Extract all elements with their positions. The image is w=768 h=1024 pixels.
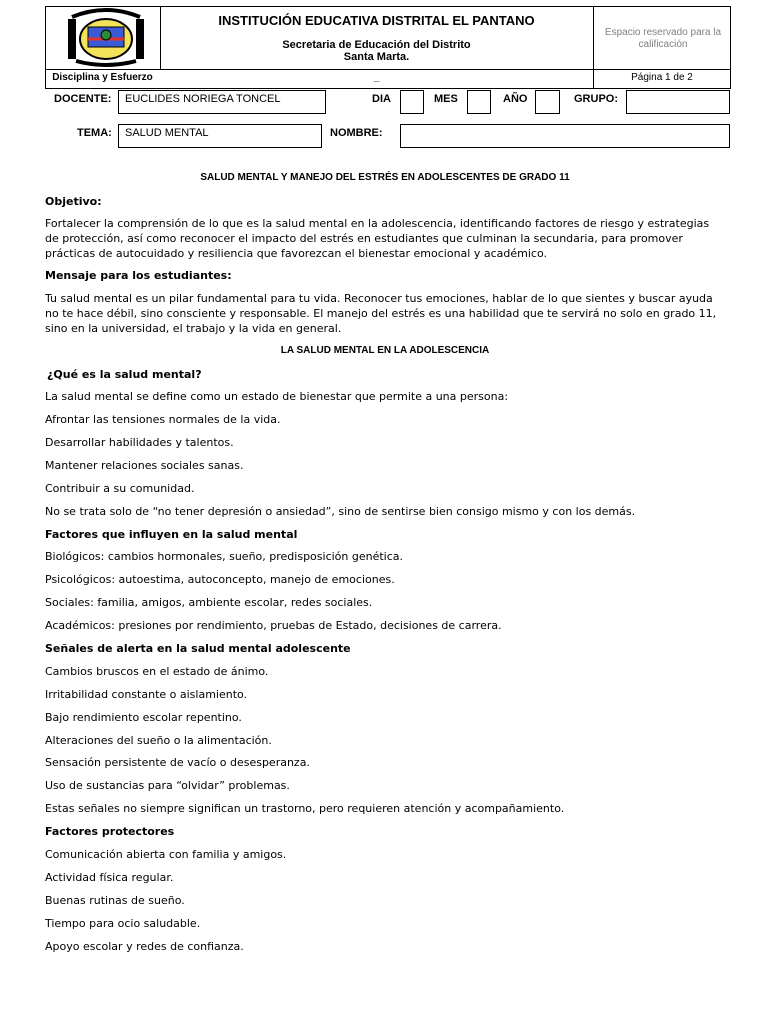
school-motto: Disciplina y Esfuerzo: [52, 72, 153, 83]
dia-field[interactable]: [400, 90, 424, 114]
list-item-text: Psicológicos: autoestima, autoconcepto, manejo de emociones.: [45, 573, 395, 586]
que-es-heading: [47, 367, 727, 382]
mensaje-heading: [45, 268, 725, 283]
list-item: [45, 458, 725, 473]
list-item-text: Afrontar las tensiones normales de la vida.: [45, 413, 281, 426]
objetivo-section: [45, 216, 725, 261]
list-item-text: Sensación persistente de vacío o desesperanza.: [45, 756, 310, 769]
grupo-label: GRUPO:: [574, 93, 618, 105]
institution-name: INSTITUCIÓN EDUCATIVA DISTRITAL EL PANTANO: [218, 13, 535, 28]
que-es-intro: [45, 389, 725, 404]
list-item-text: Mantener relaciones sociales sanas.: [45, 459, 244, 472]
protectores-heading-text: Factores protectores: [45, 825, 175, 838]
factores-heading-text: Factores que influyen en la salud mental: [45, 528, 298, 541]
ano-field[interactable]: [535, 90, 560, 114]
list-item-text: Contribuir a su comunidad.: [45, 482, 195, 495]
list-item-text: Uso de sustancias para “olvidar” problemas.: [45, 779, 290, 792]
nombre-label: NOMBRE:: [330, 127, 383, 139]
dia-label: DIA: [372, 93, 391, 105]
docente-field[interactable]: EUCLIDES NORIEGA TONCEL: [118, 90, 326, 114]
ano-label: AÑO: [503, 93, 528, 105]
list-item-text: Actividad física regular.: [45, 871, 174, 884]
senales-heading: [45, 641, 725, 656]
docente-label: DOCENTE:: [54, 93, 112, 105]
list-item: [45, 572, 725, 587]
factores-heading: [45, 527, 725, 542]
header-divider: [45, 69, 731, 70]
que-es-note: [45, 504, 725, 519]
list-item: [45, 618, 725, 633]
list-item-text: Comunicación abierta con familia y amigos.: [45, 848, 287, 861]
protectores-heading: [45, 824, 725, 839]
mensaje-section: [45, 291, 725, 336]
list-item: [45, 847, 725, 862]
list-item: [45, 778, 725, 793]
section-title: LA SALUD MENTAL EN LA ADOLESCENCIA: [280, 345, 490, 356]
list-item: [45, 595, 725, 610]
list-item: [45, 733, 725, 748]
list-item-text: Biológicos: cambios hormonales, sueño, predisposición genética.: [45, 550, 404, 563]
main-title: SALUD MENTAL Y MANEJO DEL ESTRÉS EN ADOLESCENTES DE GRADO 11: [200, 172, 570, 183]
list-item: [45, 664, 725, 679]
secretaria-line2: Santa Marta.: [343, 51, 410, 63]
que-es-intro-text: La salud mental se define como un estado de bienestar que permite a una persona:: [45, 390, 509, 403]
secretaria-line1: Secretaria de Educación del Distrito: [282, 39, 471, 51]
objetivo-heading-text: Objetivo:: [45, 195, 102, 208]
list-item-text: Cambios bruscos en el estado de ánimo.: [45, 665, 269, 678]
list-item: [45, 481, 725, 496]
list-item-text: Buenas rutinas de sueño.: [45, 894, 185, 907]
grade-reserved-label: Espacio reservado para la calificación: [604, 27, 722, 50]
mensaje-text: Tu salud mental es un pilar fundamental para tu vida. Reconocer tus emociones, hablar de lo que sientes y buscar ayuda no te hace débil, sino consciente y responsable. El manejo del estrés es una habilidad que te servirá no solo en grado 11, sino en la universidad, el trabajo y la vida en general.: [45, 292, 717, 335]
tema-field[interactable]: SALUD MENTAL: [118, 124, 322, 148]
list-item: [45, 710, 725, 725]
list-item: [45, 870, 725, 885]
list-item: [45, 916, 725, 931]
list-item: [45, 801, 725, 816]
objetivo-heading: [45, 194, 725, 209]
mes-label: MES: [434, 93, 458, 105]
list-item: [45, 893, 725, 908]
list-item-text: Bajo rendimiento escolar repentino.: [45, 711, 242, 724]
page-number: Página 1 de 2: [631, 72, 693, 83]
list-item-text: Desarrollar habilidades y talentos.: [45, 436, 234, 449]
list-item-text: Alteraciones del sueño o la alimentación.: [45, 734, 272, 747]
list-item: [45, 549, 725, 564]
que-es-note-text: No se trata solo de “no tener depresión o ansiedad”, sino de sentirse bien consigo mismo y con los demás.: [45, 505, 636, 518]
objetivo-text: Fortalecer la comprensión de lo que es la salud mental en la adolescencia, identificando factores de riesgo y estrategias de protección, así como reconocer el impacto del estrés en estudiantes que culminan la secundaria, para promover prácticas de autocuidado y resiliencia que favorezcan el bienestar emocional y académico.: [45, 217, 710, 260]
senales-heading-text: Señales de alerta en la salud mental adolescente: [45, 642, 351, 655]
list-item: [45, 687, 725, 702]
tema-label: TEMA:: [77, 127, 112, 139]
mensaje-heading-text: Mensaje para los estudiantes:: [45, 269, 232, 282]
school-logo: [62, 7, 150, 67]
grupo-field[interactable]: [626, 90, 730, 114]
que-es-heading-text: ¿Qué es la salud mental?: [47, 368, 202, 381]
nombre-field[interactable]: [400, 124, 730, 148]
list-item-text: Académicos: presiones por rendimiento, pruebas de Estado, decisiones de carrera.: [45, 619, 502, 632]
mes-field[interactable]: [467, 90, 491, 114]
list-item-text: Tiempo para ocio saludable.: [45, 917, 201, 930]
list-item-text: Irritabilidad constante o aislamiento.: [45, 688, 248, 701]
list-item: [45, 755, 725, 770]
list-item-text: Apoyo escolar y redes de confianza.: [45, 940, 244, 953]
list-item: [45, 939, 725, 954]
list-item: [45, 435, 725, 450]
list-item-text: Sociales: familia, amigos, ambiente escolar, redes sociales.: [45, 596, 373, 609]
list-item: [45, 412, 725, 427]
list-item-text: Estas señales no siempre significan un trastorno, pero requieren atención y acompañamiento.: [45, 802, 565, 815]
middle-mark: _: [373, 72, 380, 83]
